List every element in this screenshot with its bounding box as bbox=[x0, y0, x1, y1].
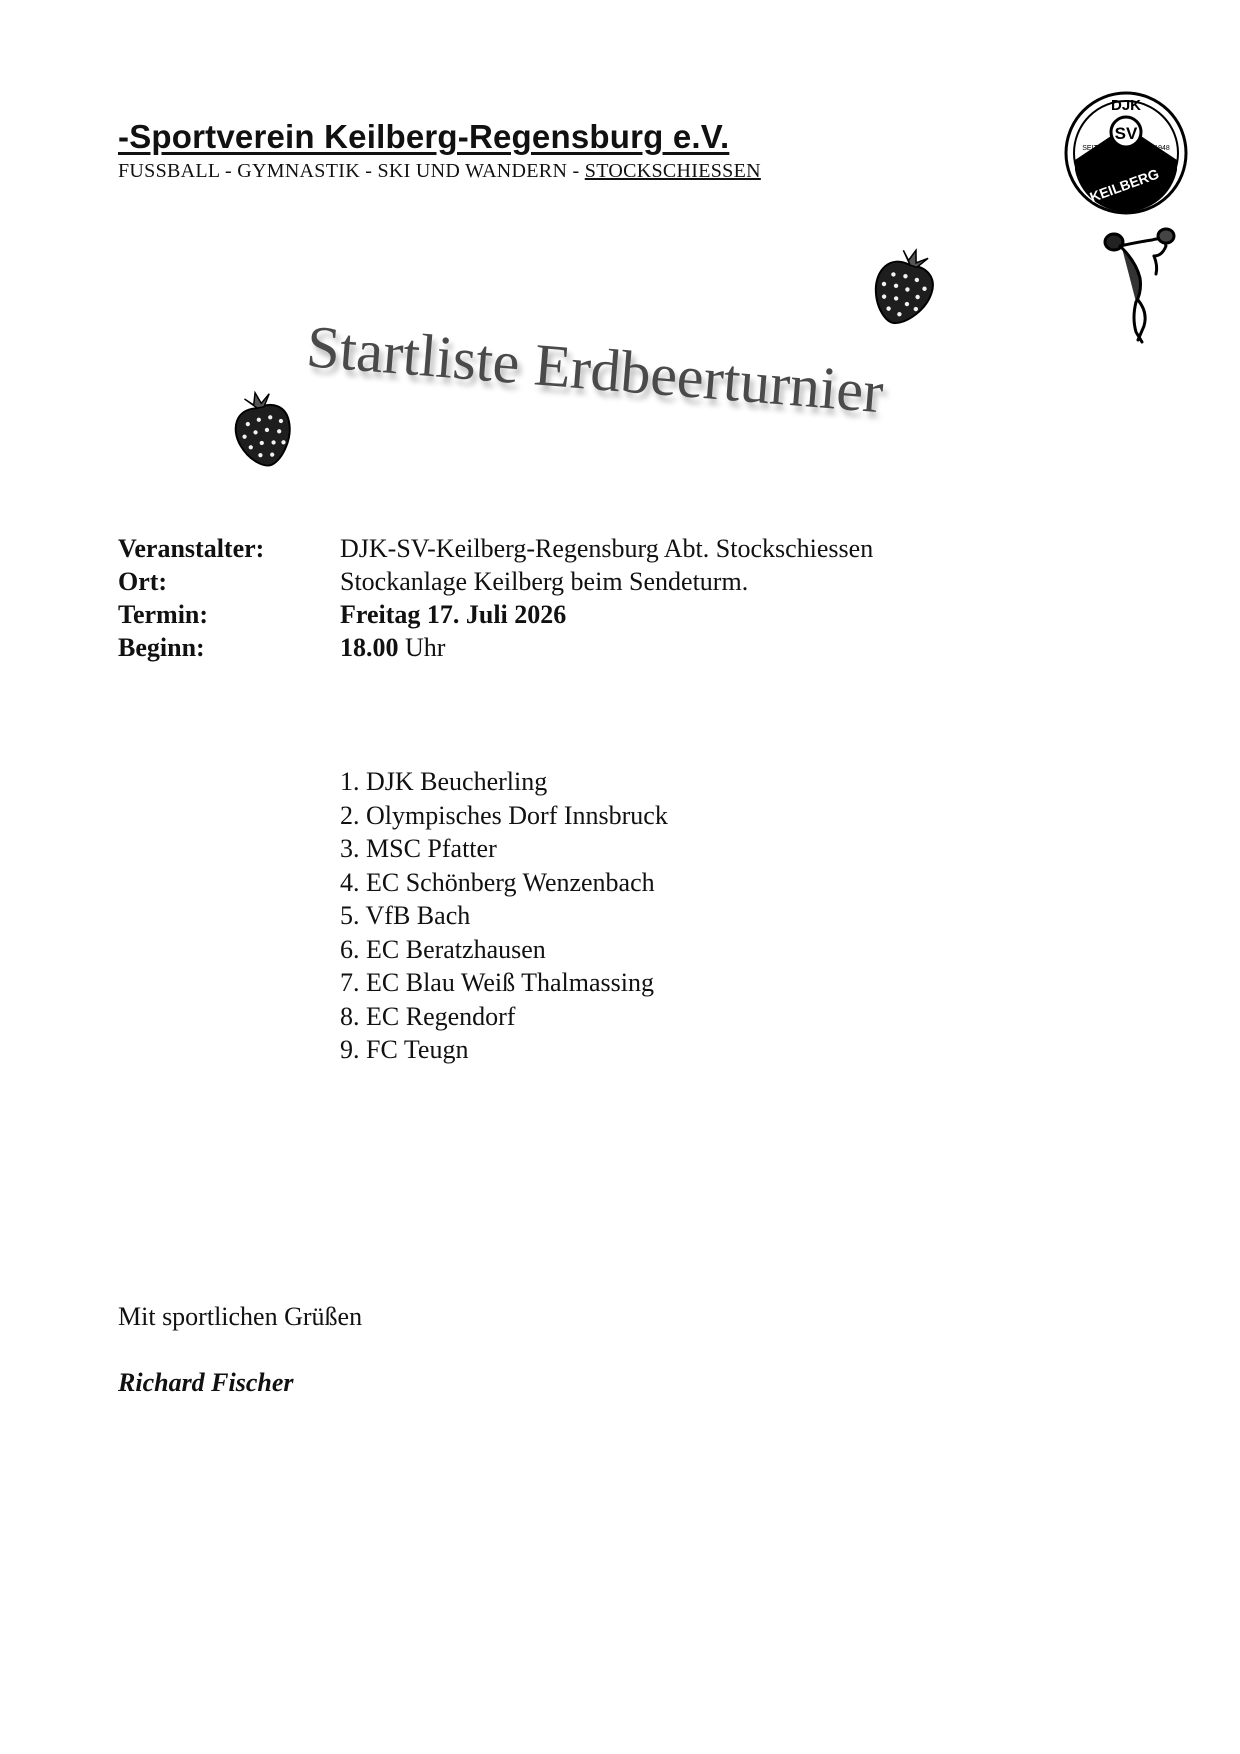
info-row-date bbox=[118, 598, 873, 631]
info-row-start bbox=[118, 631, 873, 664]
logo-center-text: SV bbox=[1114, 124, 1138, 143]
info-label: Beginn: bbox=[118, 633, 205, 662]
list-item: 6. EC Beratzhausen bbox=[340, 934, 546, 964]
info-value: Stockanlage Keilberg beim Sendeturm. bbox=[340, 567, 749, 596]
list-item: 7. EC Blau Weiß Thalmassing bbox=[340, 968, 654, 997]
logo-bottom-text: KEILBERG bbox=[1087, 165, 1162, 206]
info-label: Ort: bbox=[118, 567, 168, 596]
strawberry-icon bbox=[857, 237, 949, 337]
event-info bbox=[118, 532, 873, 664]
logo-top-text: DJK bbox=[1110, 97, 1142, 114]
info-row-location bbox=[118, 565, 873, 598]
info-label: Veranstalter: bbox=[118, 534, 265, 563]
title-container bbox=[302, 312, 927, 451]
list-item: 4. EC Schönberg Wenzenbach bbox=[340, 867, 655, 897]
closing-greeting: Mit sportlichen Grüßen bbox=[118, 1302, 363, 1331]
list-item: 1. DJK Beucherling bbox=[340, 767, 548, 796]
list-item: 9. FC Teugn bbox=[340, 1035, 469, 1064]
disciplines-highlight: STOCKSCHIESSEN bbox=[584, 160, 761, 182]
list-item: 8. EC Regendorf bbox=[340, 1001, 516, 1031]
signature: Richard Fischer bbox=[118, 1368, 294, 1397]
team-list bbox=[340, 765, 668, 1067]
info-value: 18.00 Uhr bbox=[340, 633, 446, 662]
info-value: DJK-SV-Keilberg-Regensburg Abt. Stockschiessen bbox=[340, 534, 874, 563]
disciplines-list: FUSSBALL - GYMNASTIK - SKI UND WANDERN - bbox=[118, 160, 585, 182]
info-value: Freitag 17. Juli 2026 bbox=[340, 600, 567, 629]
list-item: 3. MSC Pfatter bbox=[340, 834, 497, 863]
club-name: -Sportverein Keilberg-Regensburg e.V. bbox=[118, 118, 730, 155]
list-item: 5. VfB Bach bbox=[340, 901, 471, 930]
info-row-organizer bbox=[118, 532, 873, 565]
info-label: Termin: bbox=[118, 600, 209, 629]
stock-shooter-figure-icon bbox=[1092, 222, 1176, 350]
club-disciplines bbox=[118, 160, 761, 183]
club-logo bbox=[1063, 90, 1189, 216]
list-item: 2. Olympisches Dorf Innsbruck bbox=[340, 800, 668, 830]
strawberry-icon bbox=[220, 384, 303, 476]
logo-right-text: 1948 bbox=[1154, 145, 1170, 152]
page-title: Startliste Erdbeerturnier bbox=[304, 313, 886, 426]
logo-left-text: SEIT bbox=[1082, 145, 1098, 152]
